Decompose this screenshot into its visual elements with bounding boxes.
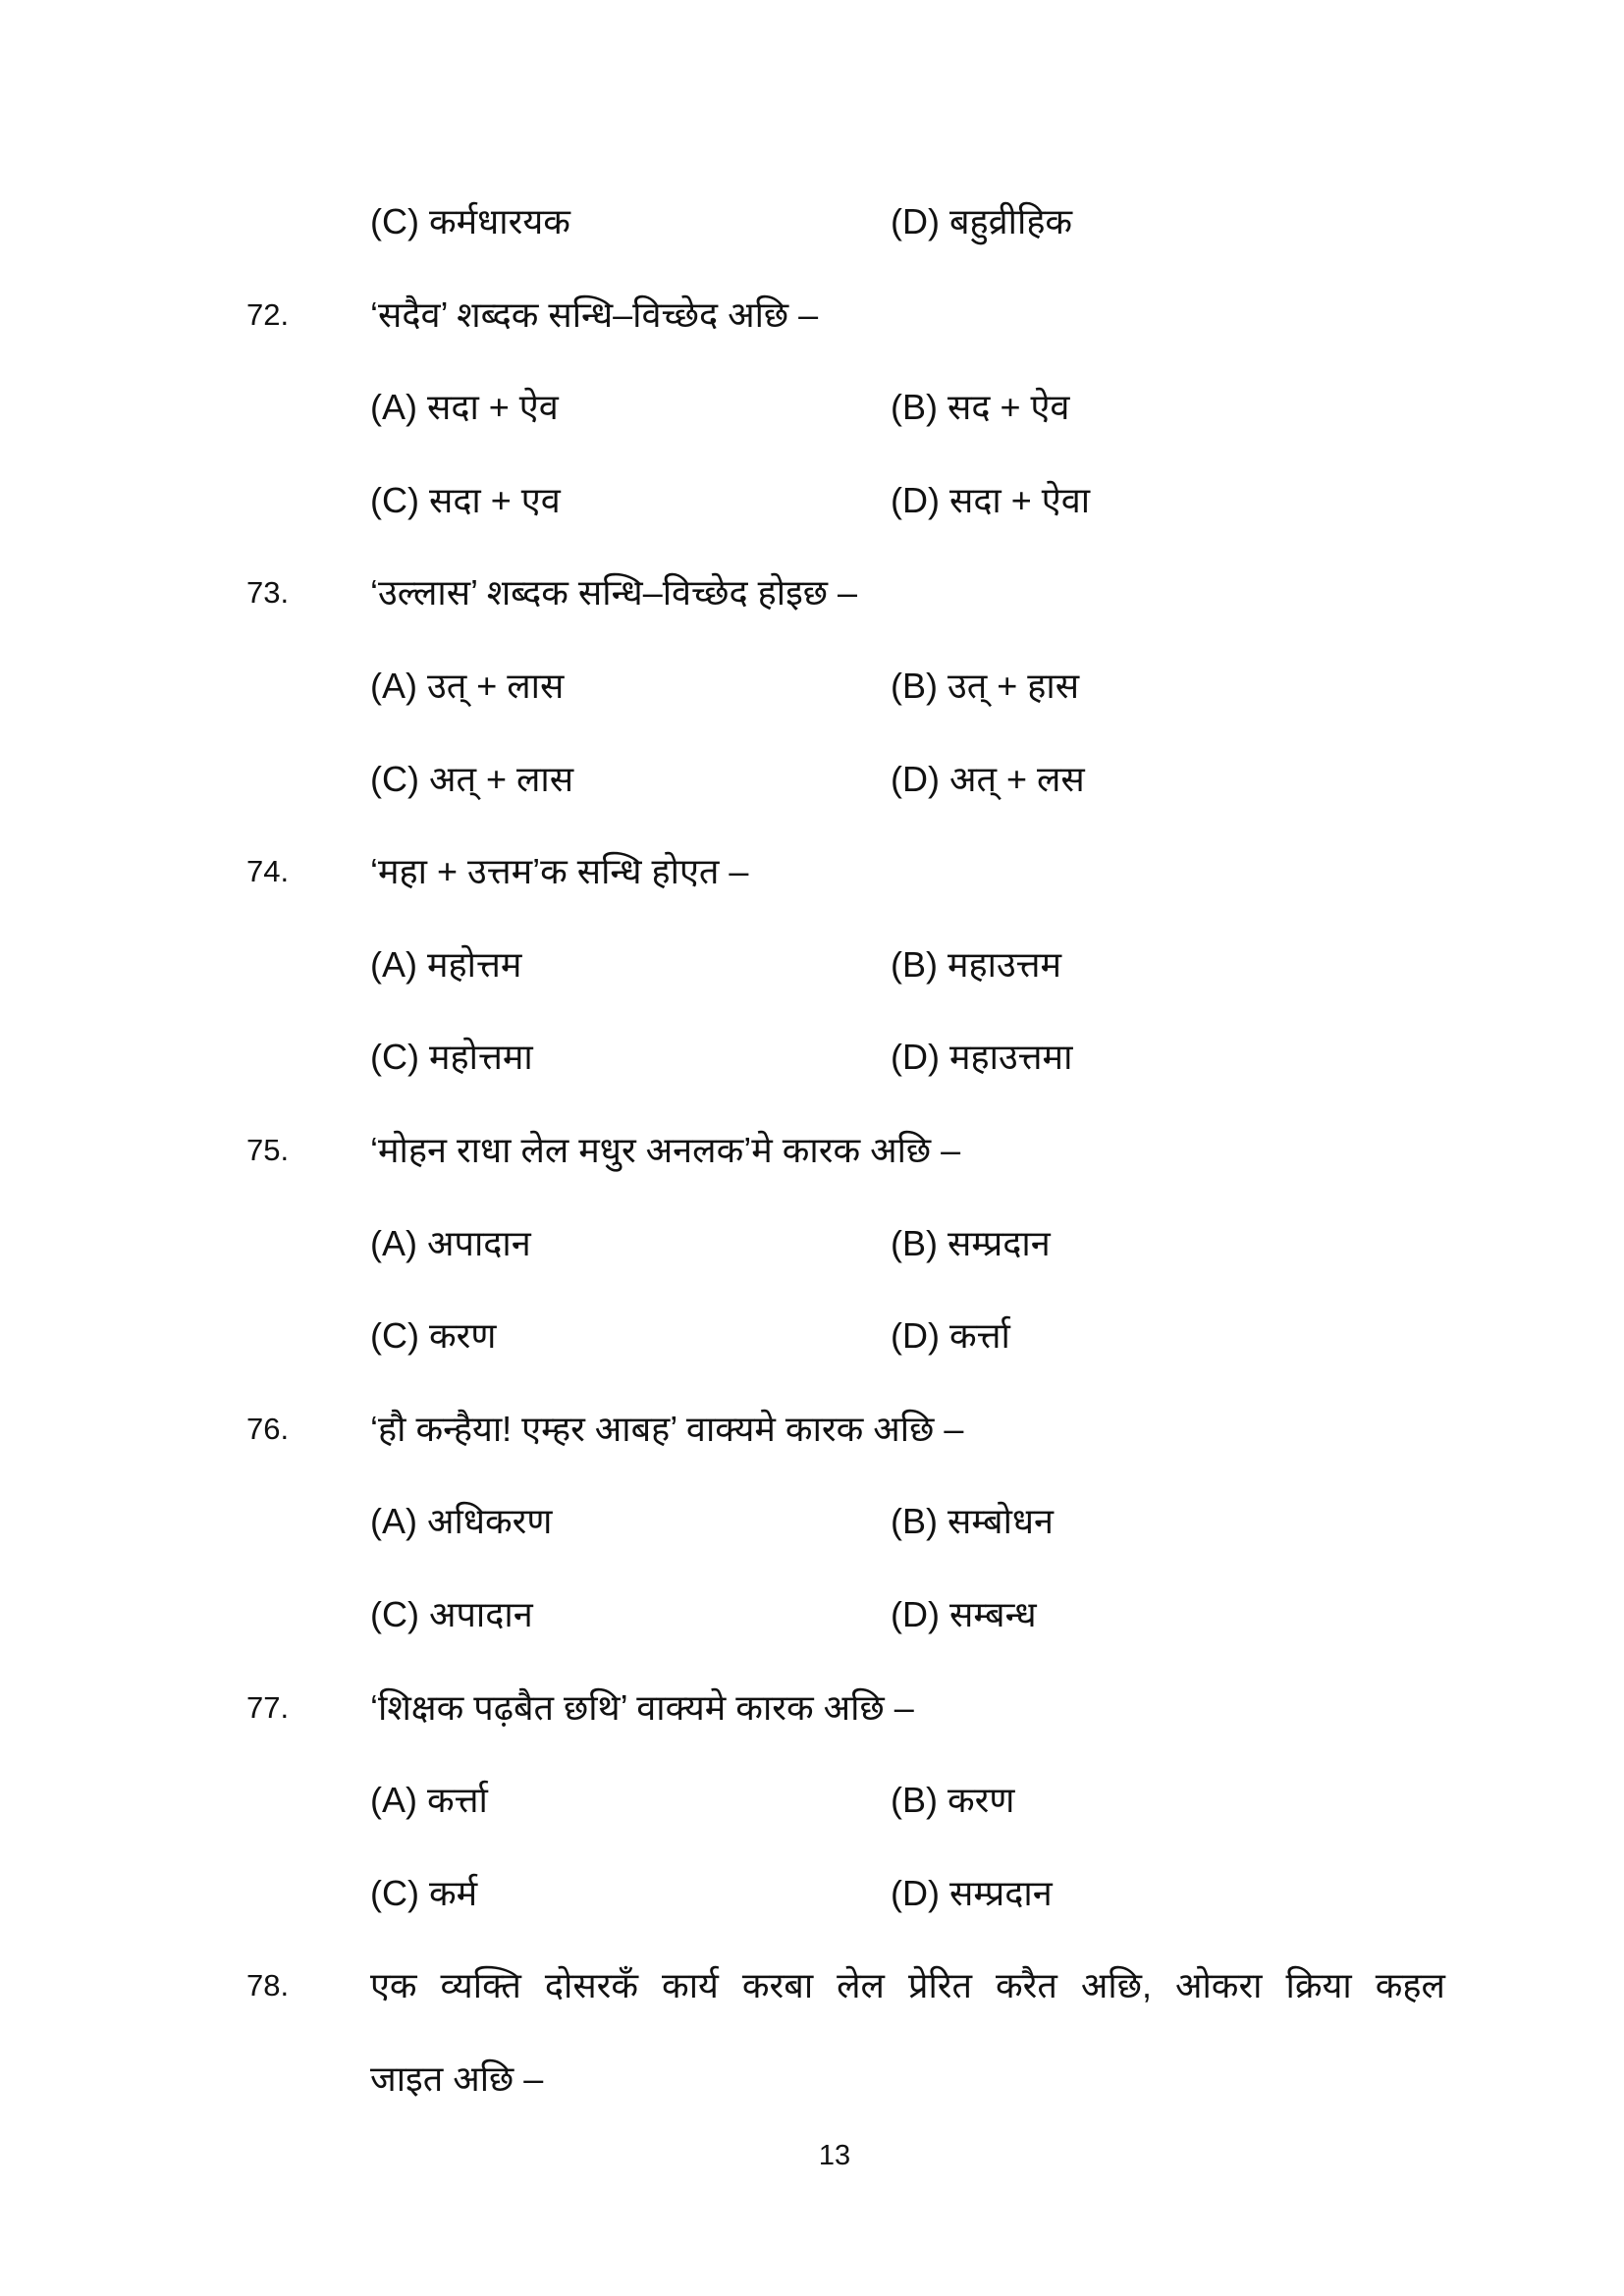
question-number: 78. (246, 1968, 290, 2003)
option-row (0, 919, 1624, 1012)
option-c: (C) अत् + लास (370, 758, 574, 799)
option-row (0, 1569, 1624, 1662)
question-number: 72. (246, 296, 290, 332)
question-74 (0, 826, 1624, 919)
option-row (0, 1011, 1624, 1104)
question-page (0, 176, 1624, 2125)
option-c: (C) महोत्तमा (370, 1037, 533, 1078)
option-b: (B) सम्प्रदान (891, 1222, 1051, 1263)
option-row (0, 454, 1624, 548)
option-b: (B) उत् + हास (891, 665, 1080, 706)
question-78 (0, 1940, 1624, 2033)
option-b: (B) करण (891, 1780, 1015, 1821)
question-73 (0, 547, 1624, 640)
option-b: (B) सम्बोधन (891, 1501, 1055, 1542)
option-row (0, 1198, 1624, 1291)
option-b: (B) महाउत्तम (891, 943, 1062, 985)
page-number: 13 (818, 2140, 851, 2171)
question-number: 74. (246, 854, 290, 889)
question-number: 73. (246, 575, 290, 611)
option-a: (A) अधिकरण (370, 1501, 553, 1542)
option-c: (C) अपादान (370, 1593, 533, 1634)
option-d: (D) सदा + ऐवा (891, 479, 1091, 520)
option-row (0, 1290, 1624, 1383)
question-72 (0, 269, 1624, 362)
option-a: (A) उत् + लास (370, 665, 565, 706)
question-76 (0, 1383, 1624, 1476)
option-c: (C) करण (370, 1315, 497, 1357)
option-row (0, 1754, 1624, 1847)
question-number: 77. (246, 1689, 290, 1725)
option-c: (C) सदा + एव (370, 479, 561, 520)
question-text: ‘सदैव’ शब्दक सन्धि–विच्छेद अछि – (370, 294, 819, 335)
option-a: (A) अपादान (370, 1222, 531, 1263)
question-75 (0, 1104, 1624, 1198)
option-c: (C) कर्मधारयक (370, 201, 570, 241)
question-text: ‘मोहन राधा लेल मधुर अनलक’मे कारक अछि – (370, 1129, 961, 1170)
question-number: 75. (246, 1132, 290, 1167)
option-a: (A) महोत्तम (370, 943, 522, 985)
option-d: (D) सम्बन्ध (891, 1593, 1037, 1634)
question-77 (0, 1662, 1624, 1755)
option-row (0, 640, 1624, 733)
option-row (0, 1475, 1624, 1569)
option-c: (C) कर्म (370, 1872, 478, 1913)
option-row (0, 1847, 1624, 1941)
question-text: ‘हौ कन्हैया! एम्हर आबह’ वाक्यमे कारक अछि – (370, 1408, 964, 1449)
option-row (0, 176, 1624, 269)
question-number: 76. (246, 1411, 290, 1446)
question-text-continuation: जाइत अछि – (370, 2057, 544, 2099)
option-d: (D) अत् + लस (891, 758, 1085, 799)
option-a: (A) कर्त्ता (370, 1780, 488, 1821)
option-row (0, 361, 1624, 454)
option-d: (D) महाउत्तमा (891, 1037, 1073, 1078)
question-text: ‘महा + उत्तम’क सन्धि होएत – (370, 851, 749, 892)
question-text: ‘शिक्षक पढ़बैत छथि’ वाक्यमे कारक अछि – (370, 1686, 914, 1728)
option-row (0, 733, 1624, 827)
question-continuation-row (0, 2033, 1624, 2126)
question-text: ‘उल्लास’ शब्दक सन्धि–विच्छेद होइछ – (370, 572, 858, 614)
option-d: (D) सम्प्रदान (891, 1872, 1053, 1913)
option-d: (D) कर्त्ता (891, 1315, 1010, 1357)
question-text: एक व्यक्ति दोसरकँ कार्य करबा लेल प्रेरित करैत अछि, ओकरा क्रिया कहल (370, 1965, 1445, 2006)
option-a: (A) सदा + ऐव (370, 387, 559, 428)
option-d: (D) बहुव्रीहिक (891, 201, 1073, 241)
option-b: (B) सद + ऐव (891, 387, 1070, 428)
